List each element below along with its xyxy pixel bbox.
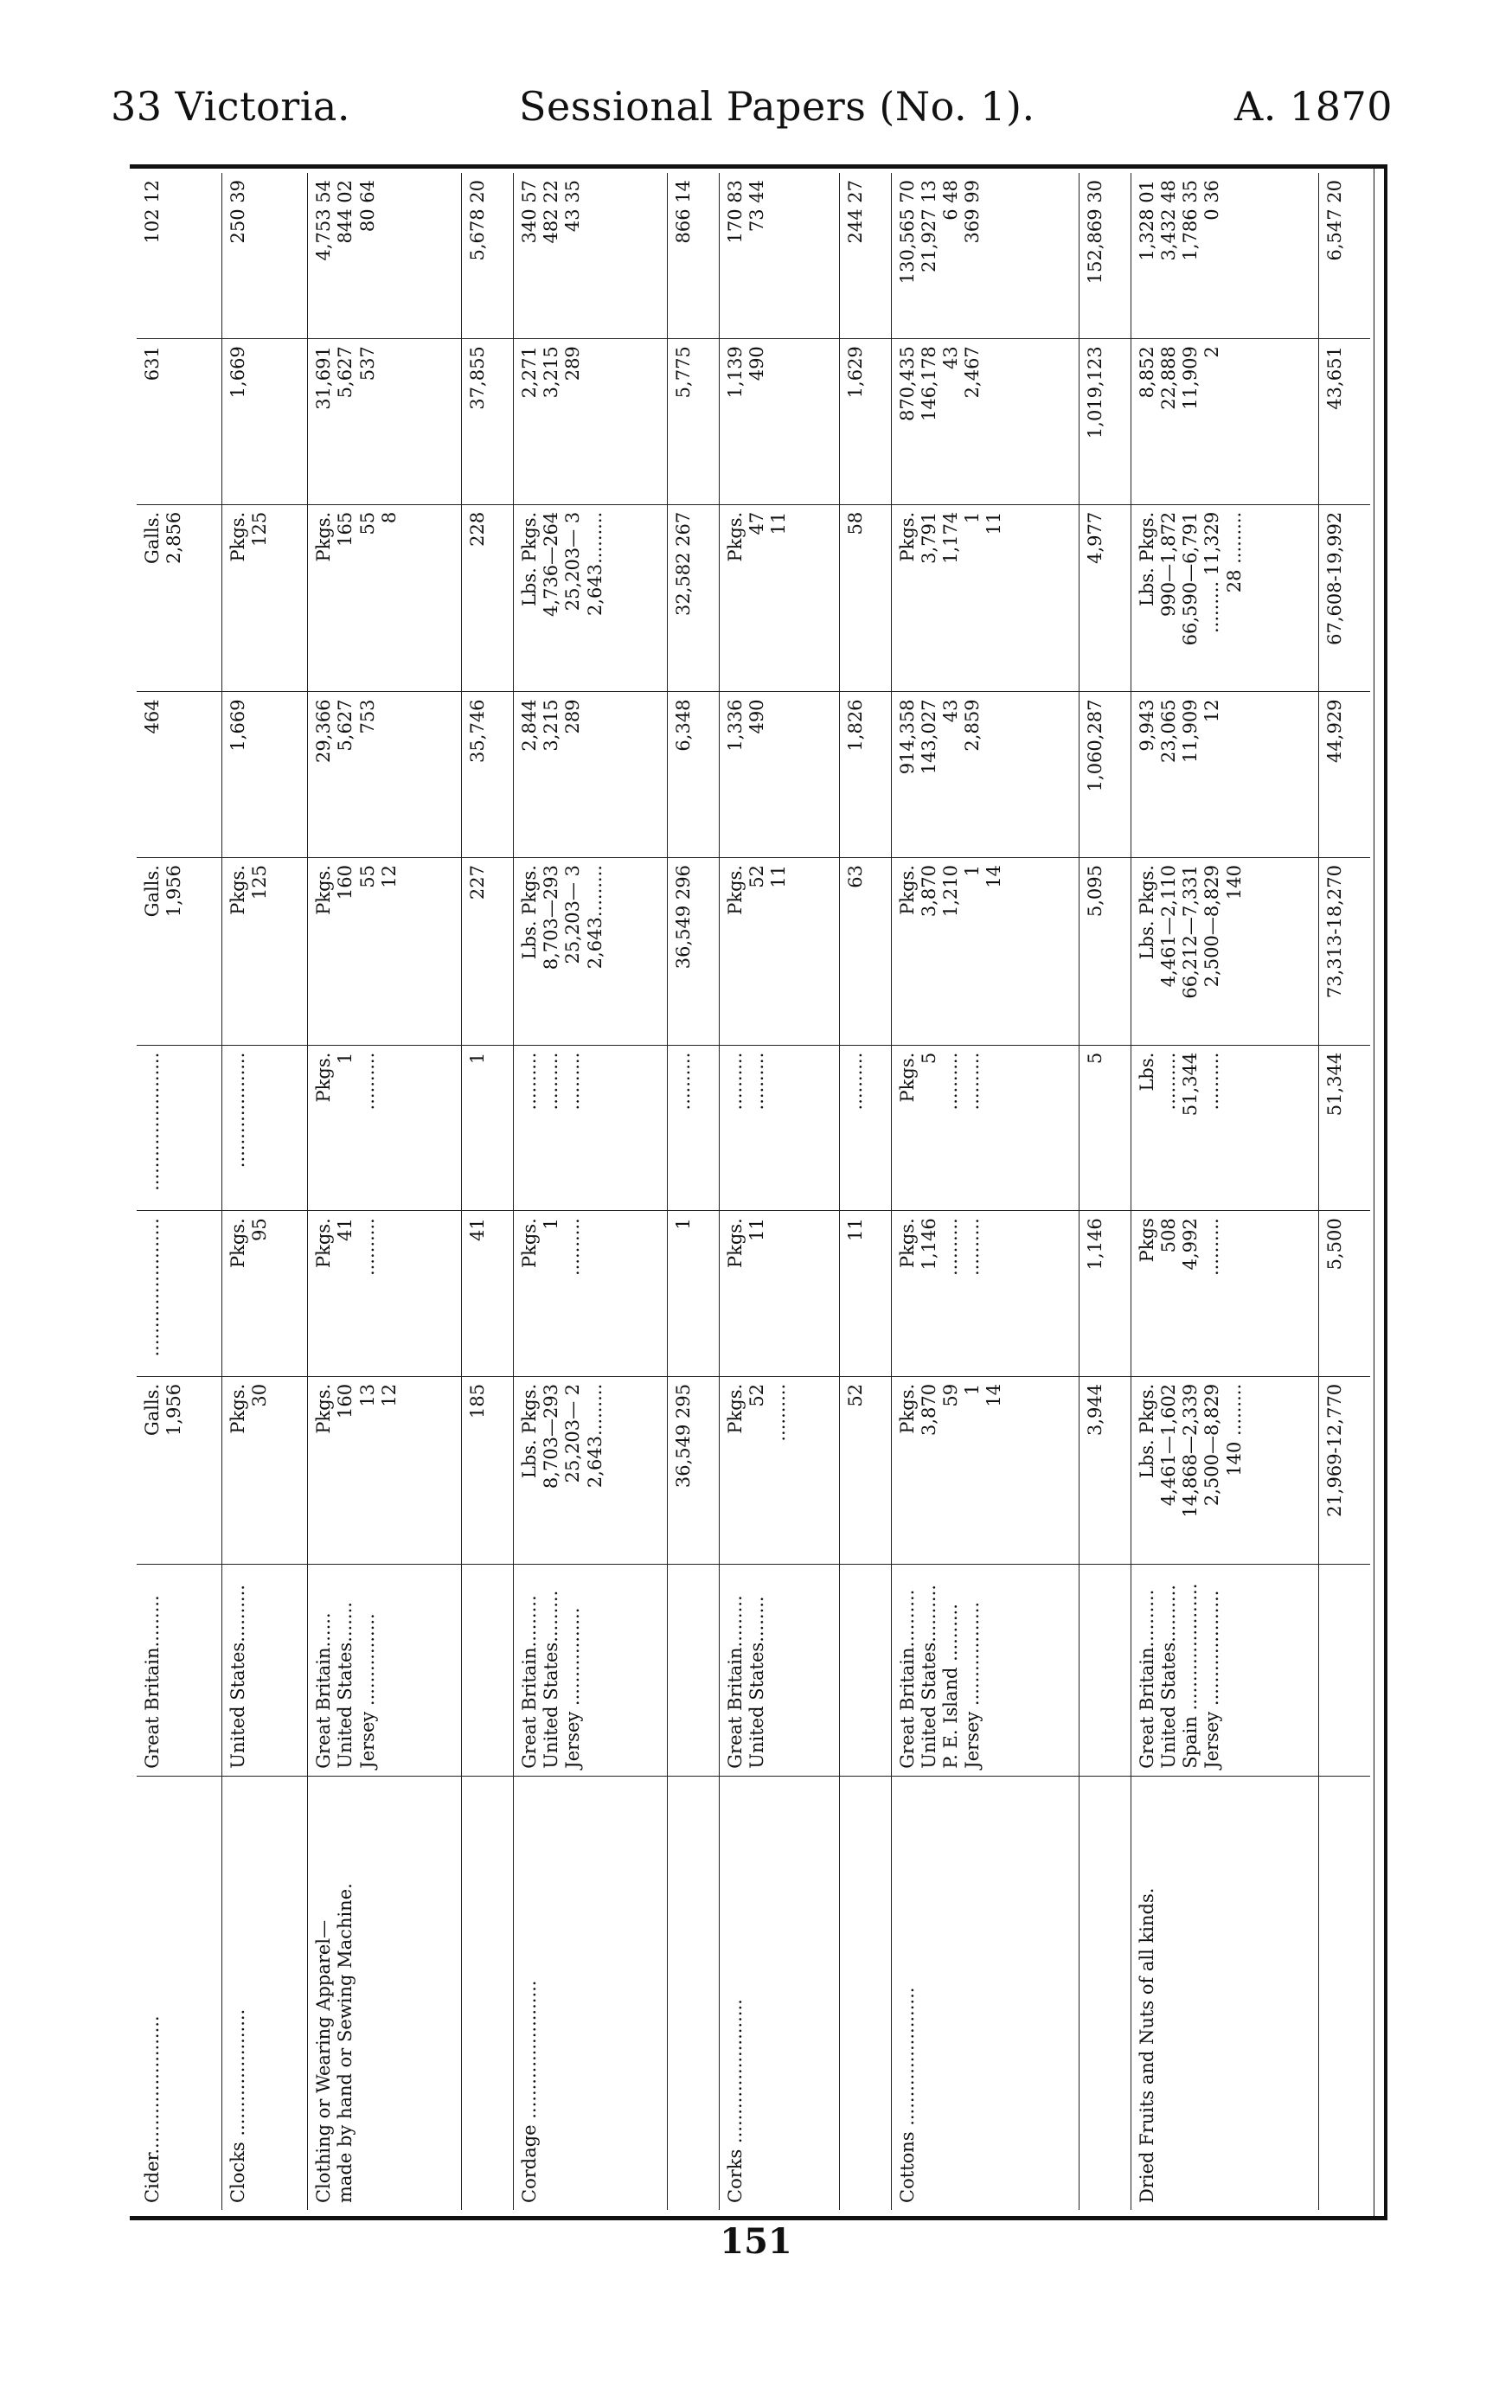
table-row [137, 173, 221, 2210]
table-cell-c7: 43,651 [1319, 339, 1370, 505]
table-cell-c5: 914,358 143,027 43 2,859 [891, 692, 1080, 858]
table-row [720, 173, 840, 2210]
table-cell-c1: Pkgs. 3,870 59 1 14 [891, 1376, 1080, 1564]
table-cell-c4: 36,549 296 [668, 858, 720, 1046]
table-cell-article: Corks ......................... [725, 1999, 746, 2203]
table-cell-c2: 41 [462, 1211, 514, 1377]
table-cell-c6: Lbs. Pkgs. 990—1,872 66,590—6,791 ......... 11,329 28 ......... [1131, 504, 1319, 692]
table-cell-c7: 2,271 3,215 289 [514, 339, 668, 505]
table-cell-c3: .......... [839, 1045, 891, 1211]
table-cell-c3: ........................ [137, 1045, 221, 1211]
table-cell-c7: 37,855 [462, 339, 514, 505]
table-cell-c7: 1,019,123 [1080, 339, 1131, 505]
table-cell-c1: 21,969-12,770 [1319, 1376, 1370, 1564]
table-frame [137, 173, 1370, 2210]
table-body [137, 173, 1370, 2210]
table-cell-c3: .......... .......... .......... [514, 1045, 668, 1211]
imports-table [137, 173, 1370, 2210]
table-cell-c6: Pkgs. 47 11 [720, 504, 840, 692]
table-cell-c8: 170 83 73 44 [720, 173, 840, 339]
table-cell-countries [668, 1564, 720, 1776]
table-cell-c5: 9,943 23,065 11,909 12 [1131, 692, 1319, 858]
table-row [891, 173, 1080, 2210]
table-cell-c6: Pkgs. 165 55 8 [308, 504, 462, 692]
table-cell-c1: 52 [839, 1376, 891, 1564]
table-cell-c5: 29,366 5,627 753 [308, 692, 462, 858]
table-cell-article [668, 1776, 720, 2210]
table-row [1319, 173, 1370, 2210]
table-cell-c5: 44,929 [1319, 692, 1370, 858]
table-cell-c2: 1,146 [1080, 1211, 1131, 1377]
table-cell-c8: 244 27 [839, 173, 891, 339]
table-cell-c3: .................... [221, 1045, 307, 1211]
table-cell-countries: Great Britain.......... United States.......... Spain ...................... Jersey .................... [1131, 1564, 1319, 1776]
table-cell-c4: 227 [462, 858, 514, 1046]
table-cell-c5: 35,746 [462, 692, 514, 858]
table-cell-c8: 5,678 20 [462, 173, 514, 339]
table-row [668, 173, 720, 2210]
table-cell-c5: 464 [137, 692, 221, 858]
table-cell-c8: 1,328 01 3,432 48 1,786 35 0 36 [1131, 173, 1319, 339]
table-cell-article [462, 1776, 514, 2210]
table-cell-c1: 185 [462, 1376, 514, 1564]
table-cell-c3: .......... .......... [720, 1045, 840, 1211]
table-cell-c1: Pkgs. 52 .......... [720, 1376, 840, 1564]
table-cell-c8: 102 12 [137, 173, 221, 339]
table-cell-c2: Pkgs. 11 [720, 1211, 840, 1377]
table-row [462, 173, 514, 2210]
table-cell-countries [1319, 1564, 1370, 1776]
table-cell-c5: 6,348 [668, 692, 720, 858]
table-cell-c6: 4,977 [1080, 504, 1131, 692]
table-cell-article: Cottons ........................ [896, 1987, 918, 2203]
table-row [1080, 173, 1131, 2210]
table-cell-c6: 228 [462, 504, 514, 692]
table-cell-c1: Lbs. Pkgs. 8,703—293 25,203— 2 2,643......... [514, 1376, 668, 1564]
table-cell-c5: 1,060,287 [1080, 692, 1131, 858]
table-row [308, 173, 462, 2210]
page-header [0, 83, 1512, 144]
table-cell-c6: 67,608-19,992 [1319, 504, 1370, 692]
table-cell-c6: Pkgs. 3,791 1,174 1 11 [891, 504, 1080, 692]
table-cell-c5: 1,826 [839, 692, 891, 858]
table-cell-article [1080, 1776, 1131, 2210]
table-cell-countries: Great Britain......... United States........ [720, 1564, 840, 1776]
table-cell-c1: Pkgs. 160 13 12 [308, 1376, 462, 1564]
table-cell-c2: 5,500 [1319, 1211, 1370, 1377]
table-row [1131, 173, 1319, 2210]
table-cell-c8: 340 57 482 22 43 35 [514, 173, 668, 339]
table-cell-article: Clocks ...................... [227, 2008, 248, 2203]
table-cell-c7: 1,139 490 [720, 339, 840, 505]
table-cell-c7: 870,435 146,178 43 2,467 [891, 339, 1080, 505]
table-cell-countries: Great Britain......... United States......... Jersey ................. [514, 1564, 668, 1776]
table-cell-c1: 36,549 295 [668, 1376, 720, 1564]
table-cell-article [1319, 1776, 1370, 2210]
table-row [839, 173, 891, 2210]
table-cell-c3: Pkgs. 1 .......... [308, 1045, 462, 1211]
rotated-table-container [137, 173, 1370, 2210]
table-cell-countries: Great Britain.......... United States.......... P. E. Island .......... Jersey .................. [891, 1564, 1080, 1776]
table-cell-c3: 1 [462, 1045, 514, 1211]
table-cell-c1: Galls. 1,956 [137, 1376, 221, 1564]
table-cell-c3: Lbs. .......... 51,344 .......... [1131, 1045, 1319, 1211]
table-cell-c5: 1,336 490 [720, 692, 840, 858]
table-cell-c4: 73,313-18,270 [1319, 858, 1370, 1046]
table-cell-c2: 11 [839, 1211, 891, 1377]
table-cell-countries: United States.......... [221, 1564, 307, 1776]
table-cell-countries [839, 1564, 891, 1776]
table-cell-c6: Galls. 2,856 [137, 504, 221, 692]
table-cell-c3: .......... [668, 1045, 720, 1211]
table-cell-c4: Pkgs. 160 55 12 [308, 858, 462, 1046]
table-cell-c2: Pkgs. 41 .......... [308, 1211, 462, 1377]
table-cell-c8: 866 14 [668, 173, 720, 339]
table-cell-c6: 32,582 267 [668, 504, 720, 692]
table-cell-c4: Lbs. Pkgs. 8,703—293 25,203— 3 2,643......... [514, 858, 668, 1046]
right-rule [1384, 164, 1387, 2220]
table-cell-c7: 8,852 22,888 11,909 2 [1131, 339, 1319, 505]
table-cell-c7: 31,691 5,627 537 [308, 339, 462, 505]
table-cell-c5: 2,844 3,215 289 [514, 692, 668, 858]
page-number: 151 [720, 2221, 792, 2262]
table-cell-c7: 1,669 [221, 339, 307, 505]
table-cell-c4: Pkgs. 125 [221, 858, 307, 1046]
table-cell-article: Dried Fruits and Nuts of all kinds. [1136, 1887, 1157, 2203]
table-cell-c7: 5,775 [668, 339, 720, 505]
table-cell-countries [462, 1564, 514, 1776]
table-cell-c6: 58 [839, 504, 891, 692]
table-cell-c4: 63 [839, 858, 891, 1046]
table-cell-c8: 152,869 30 [1080, 173, 1131, 339]
header-title: Sessional Papers (No. 1). [519, 83, 1035, 130]
table-cell-c2: 1 [668, 1211, 720, 1377]
table-cell-article [839, 1776, 891, 2210]
table-cell-c8: 250 39 [221, 173, 307, 339]
table-cell-c3: 5 [1080, 1045, 1131, 1211]
table-cell-c2: ........................ [137, 1211, 221, 1377]
table-cell-c8: 6,547 20 [1319, 173, 1370, 339]
table-cell-c3: 51,344 [1319, 1045, 1370, 1211]
table-cell-c4: 5,095 [1080, 858, 1131, 1046]
table-cell-c4: Galls. 1,956 [137, 858, 221, 1046]
table-cell-c1: 3,944 [1080, 1376, 1131, 1564]
table-cell-c8: 130,565 70 21,927 13 6 48 369 99 [891, 173, 1080, 339]
table-cell-c8: 4,753 54 844 02 80 64 [308, 173, 462, 339]
table-cell-c6: Lbs. Pkgs. 4,736—264 25,203— 3 2,643......... [514, 504, 668, 692]
table-cell-article: Cordage ........................ [519, 1980, 541, 2203]
table-cell-c7: 631 [137, 339, 221, 505]
table-cell-c5: 1,669 [221, 692, 307, 858]
table-cell-c2: Pkgs 508 4,992 .......... [1131, 1211, 1319, 1377]
table-cell-countries: Great Britain......... [137, 1564, 221, 1776]
table-row [514, 173, 668, 2210]
top-rule [130, 164, 1384, 169]
table-cell-article: Cider........................ [142, 2015, 163, 2203]
table-cell-c7: 1,629 [839, 339, 891, 505]
table-cell-c1: Pkgs. 30 [221, 1376, 307, 1564]
header-session: 33 Victoria. [111, 83, 350, 130]
table-cell-c6: Pkgs. 125 [221, 504, 307, 692]
table-cell-c4: Lbs. Pkgs. 4,461—2,110 66,212—7,331 2,500—8,829 140 [1131, 858, 1319, 1046]
table-row [221, 173, 307, 2210]
table-cell-c4: Pkgs. 3,870 1,210 1 14 [891, 858, 1080, 1046]
table-cell-c4: Pkgs. 52 11 [720, 858, 840, 1046]
table-cell-countries [1080, 1564, 1131, 1776]
table-cell-countries: Great Britain...... United States....... Jersey ................ [308, 1564, 462, 1776]
table-cell-c2: Pkgs. 95 [221, 1211, 307, 1377]
header-year: A. 1870 [1233, 83, 1393, 130]
table-cell-c1: Lbs. Pkgs. 4,461—1,602 14,868—2,339 2,500—8,829 140 ......... [1131, 1376, 1319, 1564]
table-cell-article: Clothing or Wearing Apparel— made by hand or Sewing Machine. [313, 1883, 356, 2203]
bottom-rule [130, 2216, 1384, 2220]
table-cell-c3: Pkgs. 5 .......... .......... [891, 1045, 1080, 1211]
table-cell-c2: Pkgs. 1,146 .......... .......... [891, 1211, 1080, 1377]
table-cell-c2: Pkgs. 1 .......... [514, 1211, 668, 1377]
